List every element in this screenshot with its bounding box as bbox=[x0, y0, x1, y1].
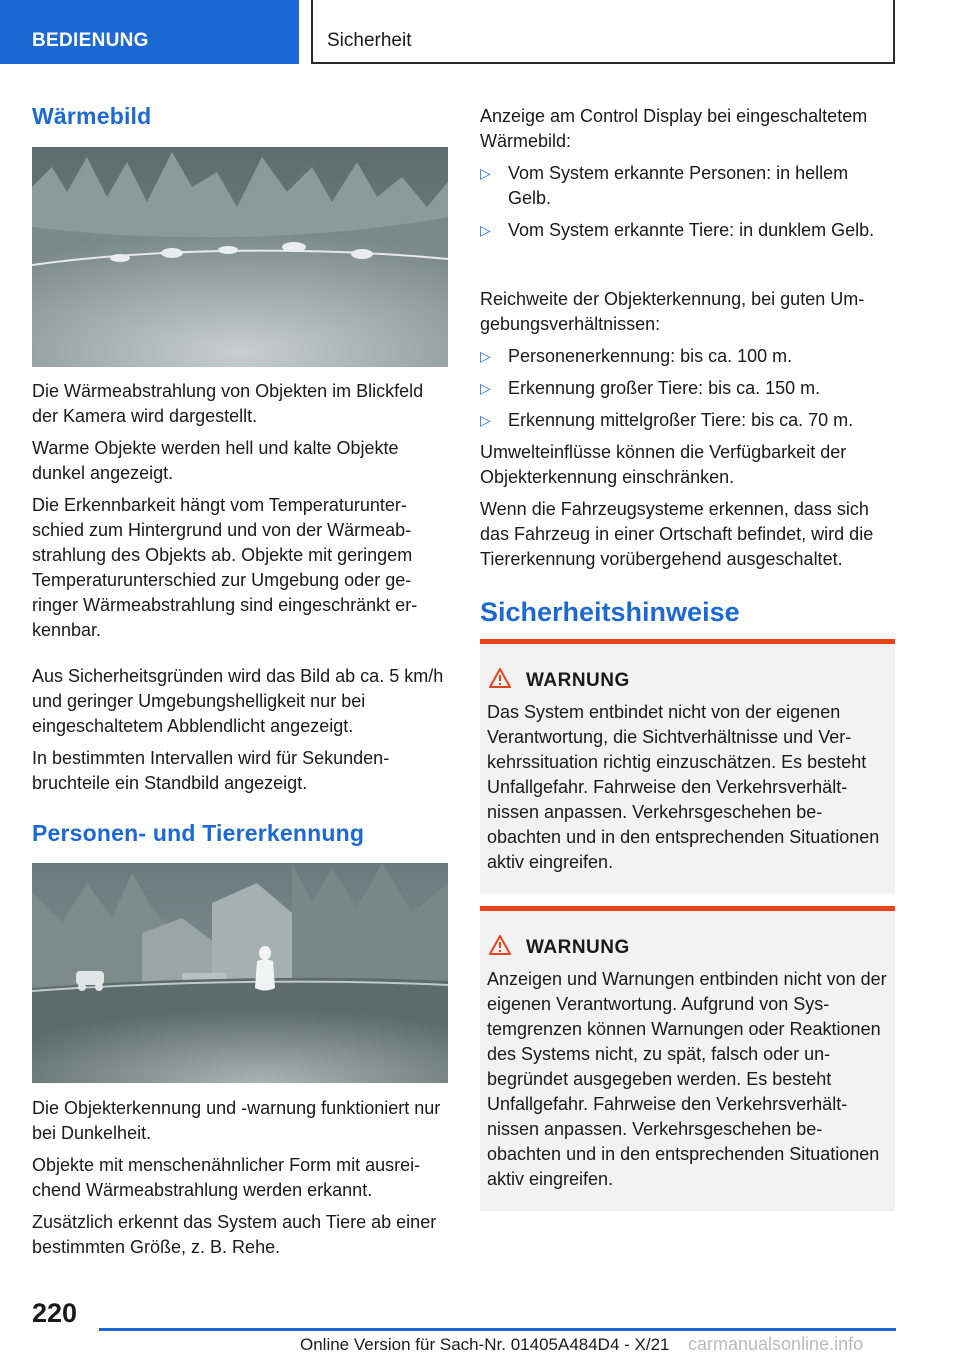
list-item-text: Personenerkennung: bis ca. 100 m. bbox=[508, 346, 793, 366]
warning-box bbox=[480, 906, 895, 1211]
watermark: carmanualsonline.info bbox=[688, 1334, 864, 1354]
paragraph: In bestimmten Intervallen wird für Sekundenbruchteile ein Standbild angezeigt. bbox=[32, 748, 390, 793]
warning-triangle-icon bbox=[489, 668, 511, 688]
paragraph: Die Objekterkennung und -warnung funktioniert nur bei Dunkelheit. bbox=[32, 1098, 441, 1143]
list-item bbox=[480, 408, 896, 433]
thermal-image-animals bbox=[32, 147, 448, 367]
list-item bbox=[480, 218, 896, 243]
list-item bbox=[480, 376, 896, 401]
warning-box bbox=[480, 639, 895, 894]
section-tab bbox=[0, 0, 299, 64]
triangle-right-icon: ▷ bbox=[480, 165, 491, 181]
paragraph: Die Wärmeabstrahlung von Objekten im Blickfeld der Kamera wird dargestellt. bbox=[32, 381, 424, 426]
warning-title: WARNUNG bbox=[526, 937, 630, 958]
list-item-text: Erkennung großer Tiere: bis ca. 150 m. bbox=[508, 378, 821, 398]
warning-title: WARNUNG bbox=[526, 670, 630, 691]
list-item-text: Erkennung mittelgroßer Tiere: bis ca. 70 m. bbox=[508, 410, 854, 430]
paragraph: Anzeige am Control Display bei eingeschaltetem Wärmebild: bbox=[480, 106, 868, 151]
triangle-right-icon: ▷ bbox=[480, 412, 491, 428]
thermal-image-person bbox=[32, 863, 448, 1083]
section-title: BEDIENUNG bbox=[32, 30, 149, 51]
list-item-text: Vom System erkannte Personen: in hellem Gelb. bbox=[508, 163, 849, 208]
paragraph: Objekte mit menschenähnlicher Form mit ausreichend Wärmeabstrahlung werden erkannt. bbox=[32, 1155, 421, 1200]
list-item bbox=[480, 344, 896, 369]
list-item-text: Vom System erkannte Tiere: in dunklem Gelb. bbox=[508, 220, 875, 240]
triangle-right-icon: ▷ bbox=[480, 380, 491, 396]
chapter-tab bbox=[311, 0, 895, 64]
thermal-image-person-graphic bbox=[32, 863, 448, 1083]
chapter-title: Sicherheit bbox=[327, 30, 412, 51]
paragraph: Warme Objekte werden hell und kalte Objekte dunkel angezeigt. bbox=[32, 438, 399, 483]
online-version-note: Online Version für Sach-Nr. 01405A484D4 - X/21 bbox=[300, 1335, 670, 1354]
heading-waermebild: Wärmebild bbox=[32, 103, 152, 129]
list-item bbox=[480, 161, 896, 211]
thermal-image-animals-graphic bbox=[32, 147, 448, 367]
warning-body: Das System entbindet nicht von der eigenen Verantwortung, die Sichtverhältnisse und Verkehrssituation richtig einzuschätzen. Es besteht Unfallgefahr. Fahrweise den Verkehrsverhältnissen anpassen. Verkehrsgeschehen beobachten und in den entsprechenden Situationen aktiv eingreifen. bbox=[487, 702, 880, 872]
paragraph: Umwelteinflüsse können die Verfügbarkeit der Objekterkennung einschränken. bbox=[480, 442, 847, 487]
warning-body: Anzeigen und Warnungen entbinden nicht von der eigenen Verantwortung. Aufgrund von Systemgrenzen können Warnungen oder Reaktionen des Systems nicht, zu spät, falsch oder unbegründet ausgegeben werden. Es besteht Unfallgefahr. Fahrweise den Verkehrsverhältnissen anpassen. Verkehrsgeschehen beobachten und in den entsprechenden Situationen aktiv eingreifen. bbox=[487, 969, 887, 1189]
paragraph: Zusätzlich erkennt das System auch Tiere ab einer bestimmten Größe, z. B. Rehe. bbox=[32, 1212, 437, 1257]
footer-divider bbox=[99, 1328, 896, 1331]
paragraph: Aus Sicherheitsgründen wird das Bild ab ca. 5 km/h und geringer Umgebungshelligkeit nur bei eingeschaltetem Abblendlicht angezeigt. bbox=[32, 666, 444, 736]
paragraph: Die Erkennbarkeit hängt vom Temperaturunterschied zum Hintergrund und von der Wärmeabstrahlung des Objekts ab. Objekte mit geringem Temperaturunterschied zur Umgebung oder geringer Wärmeabstrahlung sind eingeschränkt erkennbar. bbox=[32, 495, 418, 640]
paragraph: Wenn die Fahrzeugsysteme erkennen, dass sich das Fahrzeug in einer Ortschaft befindet, wird die Tiererkennung vorübergehend ausgeschaltet. bbox=[480, 499, 874, 569]
page-number: 220 bbox=[32, 1298, 78, 1328]
paragraph: Reichweite der Objekterkennung, bei guten Umgebungsverhältnissen: bbox=[480, 289, 865, 334]
heading-personen-tiererkennung: Personen- und Tiererkennung bbox=[32, 820, 365, 846]
triangle-right-icon: ▷ bbox=[480, 222, 491, 238]
triangle-right-icon: ▷ bbox=[480, 348, 491, 364]
heading-sicherheitshinweise: Sicherheitshinweise bbox=[480, 597, 740, 627]
warning-triangle-icon bbox=[489, 935, 511, 955]
